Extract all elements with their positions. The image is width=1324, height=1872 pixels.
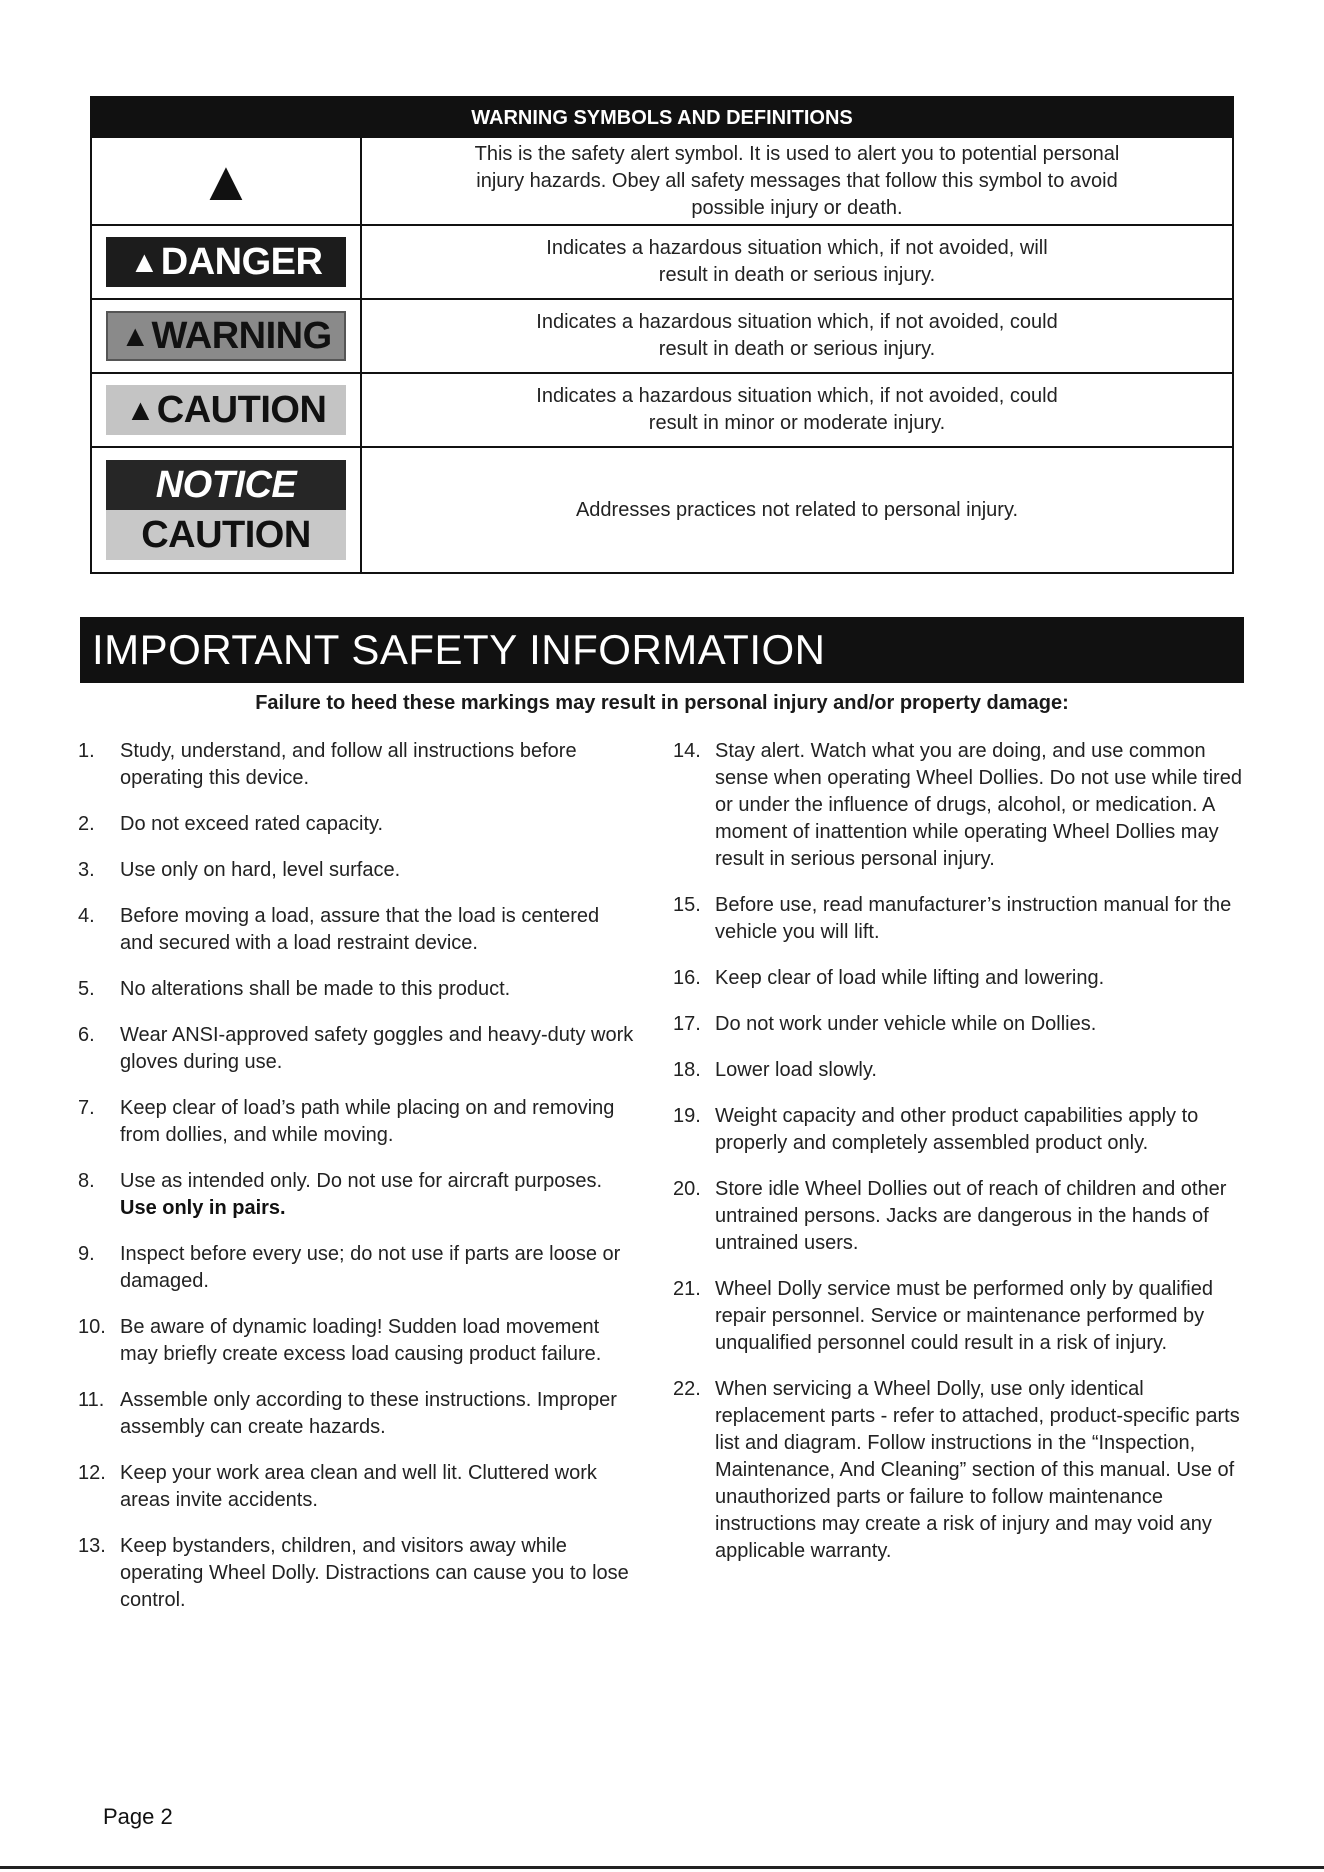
item-number: 15. (673, 894, 701, 916)
warning-row (92, 298, 1232, 372)
item-text (120, 1460, 638, 1514)
item-number: 20. (673, 1178, 701, 1200)
caution-badge: ▲ CAUTION (106, 385, 346, 435)
left-safety-list (78, 738, 638, 1633)
item-text-body: Keep your work area clean and well lit. Cluttered work areas invite accidents. (120, 1462, 597, 1511)
item-text-body: Do not exceed rated capacity. (120, 813, 384, 835)
item-number: 13. (78, 1535, 106, 1557)
warning-table-header: WARNING SYMBOLS AND DEFINITIONS (92, 98, 1232, 136)
item-text-body: Use as intended only. Do not use for aircraft purposes. (120, 1170, 603, 1192)
notice-badge: NOTICE (106, 460, 346, 510)
alert-symbol-row (92, 136, 1232, 224)
item-number: 14. (673, 740, 701, 762)
safety-subtitle: Failure to heed these markings may result in personal injury and/or property damage: (255, 692, 1069, 714)
safety-list-item (78, 738, 638, 792)
item-text (120, 903, 638, 957)
item-text (715, 738, 1253, 873)
safety-list-item (673, 1376, 1253, 1565)
safety-list-item (78, 1533, 638, 1614)
item-text (120, 857, 400, 884)
warning-symbols-table (90, 96, 1234, 574)
caution-row (92, 372, 1232, 446)
safety-list-item (673, 1057, 1253, 1084)
right-safety-list (673, 738, 1253, 1584)
item-number: 21. (673, 1278, 701, 1300)
item-text-body: Keep clear of load’s path while placing on and removing from dollies, and while moving. (120, 1097, 615, 1146)
warning-triangle-icon: ▲ (120, 320, 150, 353)
item-text-body: Inspect before every use; do not use if parts are loose or damaged. (120, 1243, 621, 1292)
danger-description: Indicates a hazardous situation which, if not avoided, will result in death or serious injury. (546, 237, 1048, 286)
caution-description: Indicates a hazardous situation which, if not avoided, could result in minor or moderate injury. (536, 385, 1058, 434)
item-text-body: Keep bystanders, children, and visitors away while operating Wheel Dolly. Distractions can cause you to lose control. (120, 1535, 629, 1611)
item-number: 16. (673, 967, 701, 989)
item-text (715, 1276, 1253, 1357)
item-text (120, 1168, 638, 1222)
safety-list-item (78, 857, 638, 884)
warning-triangle-icon: ▲ (129, 246, 159, 279)
safety-list-item (673, 1276, 1253, 1357)
item-number: 5. (78, 978, 95, 1000)
item-number: 12. (78, 1462, 106, 1484)
safety-list-item (78, 1314, 638, 1368)
notice-description: Addresses practices not related to personal injury. (575, 498, 1019, 521)
item-text (120, 1022, 638, 1076)
item-text (120, 1241, 638, 1295)
safety-list-item (673, 965, 1253, 992)
item-text-body: Lower load slowly. (715, 1059, 877, 1081)
safety-list-item (673, 892, 1253, 946)
item-number: 18. (673, 1059, 701, 1081)
alert-symbol-description: This is the safety alert symbol. It is used to alert you to potential personal injury hazards. Obey all safety messages that follow this symbol to avoid possible injury or death. (474, 142, 1120, 219)
item-number: 9. (78, 1243, 95, 1265)
safety-list-item (78, 976, 638, 1003)
item-number: 7. (78, 1097, 95, 1119)
item-emphasis: Use only in pairs. (120, 1197, 286, 1219)
item-number: 4. (78, 905, 95, 927)
item-text (120, 1387, 638, 1441)
item-text-body: Be aware of dynamic loading! Sudden load movement may briefly create excess load causing product failure. (120, 1316, 602, 1365)
item-text-body: Before moving a load, assure that the load is centered and secured with a load restraint device. (120, 905, 600, 954)
notice-row (92, 446, 1232, 572)
item-text-body: Do not work under vehicle while on Dollies. (715, 1013, 1097, 1035)
item-number: 2. (78, 813, 95, 835)
item-text-body: Keep clear of load while lifting and lowering. (715, 967, 1105, 989)
safety-list-item (673, 738, 1253, 873)
safety-list-item (78, 1168, 638, 1222)
item-text-body: Store idle Wheel Dollies out of reach of children and other untrained persons. Jacks are dangerous in the hands of untrained users. (715, 1178, 1227, 1254)
item-text (715, 1376, 1253, 1565)
item-number: 19. (673, 1105, 701, 1127)
item-number: 22. (673, 1378, 701, 1400)
item-text (715, 892, 1253, 946)
item-text (715, 965, 1104, 992)
item-text (120, 976, 510, 1003)
item-text (120, 738, 638, 792)
item-text (715, 1011, 1096, 1038)
item-number: 10. (78, 1316, 106, 1338)
safety-list-item (78, 1022, 638, 1076)
safety-list-item (673, 1176, 1253, 1257)
item-number: 8. (78, 1170, 95, 1192)
item-text-body: Before use, read manufacturer’s instruction manual for the vehicle you will lift. (715, 894, 1232, 943)
item-text (715, 1103, 1253, 1157)
safety-list-item (78, 1387, 638, 1441)
item-text (120, 1314, 638, 1368)
safety-alert-icon: ▲ (198, 149, 254, 212)
safety-list-item (673, 1103, 1253, 1157)
item-number: 11. (78, 1389, 105, 1411)
bottom-rule (0, 1866, 1324, 1869)
item-number: 17. (673, 1013, 701, 1035)
warning-description: Indicates a hazardous situation which, if not avoided, could result in death or serious injury. (536, 311, 1058, 360)
safety-list-item (78, 1095, 638, 1149)
item-text-body: Use only on hard, level surface. (120, 859, 401, 881)
safety-list-item (673, 1011, 1253, 1038)
item-text (715, 1057, 877, 1084)
safety-list-item (78, 811, 638, 838)
item-text-body: When servicing a Wheel Dolly, use only identical replacement parts - refer to attached, product-specific parts list and diagram. Follow instructions in the “Inspection, Maintenance, And Cleaning” section of this manual. Use of unauthorized parts or failure to follow maintenance instructions may create a risk of injury and may void any applicable warranty. (715, 1378, 1240, 1562)
danger-badge: ▲ DANGER (106, 237, 346, 287)
item-text (120, 811, 383, 838)
item-text-body: Wear ANSI-approved safety goggles and heavy-duty work gloves during use. (120, 1024, 634, 1073)
item-text (120, 1095, 638, 1149)
item-text-body: Stay alert. Watch what you are doing, and use common sense when operating Wheel Dollies. Do not use while tired or under the influence of drugs, alcohol, or medication. A moment of inattention while operating Wheel Dollies may result in serious personal injury. (715, 740, 1242, 870)
notice-caution-badge: CAUTION (106, 510, 346, 560)
item-number: 6. (78, 1024, 95, 1046)
item-text-body: Assemble only according to these instructions. Improper assembly can create hazards. (120, 1389, 617, 1438)
safety-list-item (78, 1241, 638, 1295)
safety-list-item (78, 903, 638, 957)
item-text (120, 1533, 638, 1614)
danger-row (92, 224, 1232, 298)
item-text-body: No alterations shall be made to this product. (120, 978, 511, 1000)
page-number: Page 2 (103, 1804, 173, 1829)
warning-triangle-icon: ▲ (125, 394, 155, 427)
item-text-body: Wheel Dolly service must be performed only by qualified repair personnel. Service or maintenance performed by unqualified personnel could result in a risk of injury. (715, 1278, 1213, 1354)
item-text (715, 1176, 1253, 1257)
item-number: 3. (78, 859, 95, 881)
safety-banner-title: IMPORTANT SAFETY INFORMATION (80, 617, 1244, 683)
warning-badge: ▲ WARNING (106, 311, 346, 361)
item-text-body: Weight capacity and other product capabilities apply to properly and completely assembled product only. (715, 1105, 1199, 1154)
item-text-body: Study, understand, and follow all instructions before operating this device. (120, 740, 577, 789)
item-number: 1. (78, 740, 95, 762)
safety-list-item (78, 1460, 638, 1514)
